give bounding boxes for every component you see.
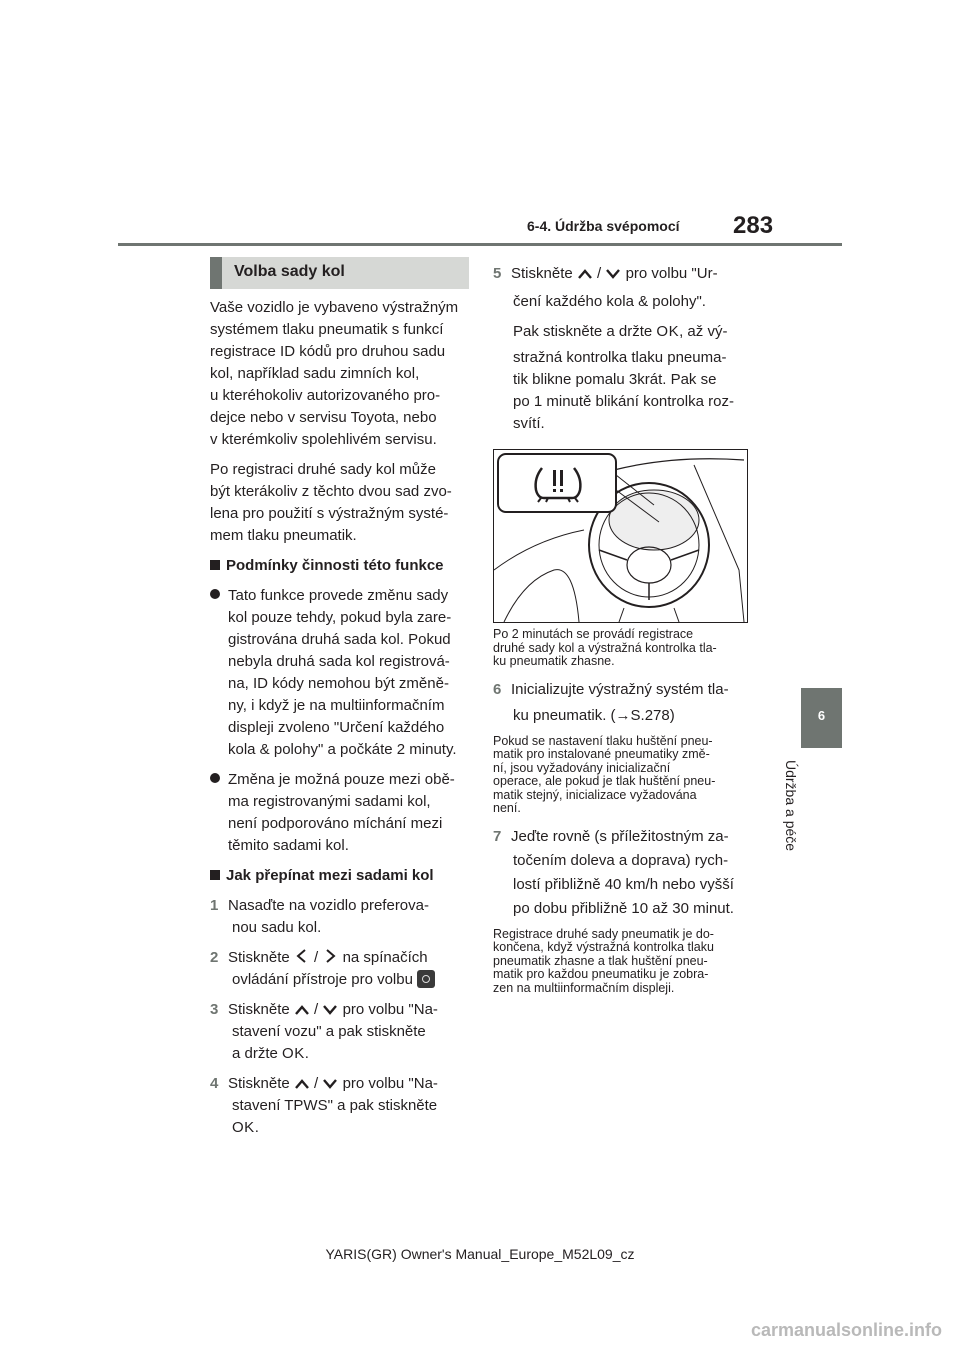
bullet-line: gistrována druhá sada kol. Pokud (228, 631, 451, 648)
para2-line: mem tlaku pneumatik. (210, 527, 357, 544)
step-text: . (304, 1045, 309, 1062)
step-text: pro volbu "Na- (342, 1001, 438, 1018)
step-text: Pak stiskněte a držte (513, 323, 653, 340)
step-line (210, 1117, 472, 1139)
step-line (210, 999, 472, 1021)
section-title: Volba sady kol (234, 263, 345, 280)
step-number: 6 (493, 680, 502, 698)
bullet-line: kola & polohy" a počkáte 2 minuty. (228, 741, 457, 758)
ok-button-symbol: OK (656, 323, 680, 340)
bullet-line (210, 769, 472, 791)
note (493, 928, 758, 996)
step-text: Stiskněte (228, 1075, 290, 1092)
intro-line: dejce nebo v servisu Toyota, nebo (210, 409, 437, 426)
slash-text: / (314, 1001, 319, 1018)
note-line: matik pro instalované pneumatiky změ- (493, 747, 710, 761)
subheading-conditions (210, 555, 472, 577)
chevron-down-icon (605, 268, 621, 280)
subheading-text: Jak přepínat mezi sadami kol (226, 867, 434, 884)
para2-line: lena pro použití s výstražným systé- (210, 505, 449, 522)
step-line: stavení TPWS" a pak stiskněte (232, 1097, 438, 1114)
intro-line: v kterémkoliv spolehlivém servisu. (210, 431, 437, 448)
right-column-bottom (493, 628, 758, 995)
chevron-up-icon (577, 268, 593, 280)
step-line (493, 321, 755, 343)
step-line (210, 1073, 472, 1095)
caption (493, 628, 758, 669)
chapter-number: 6 (817, 708, 826, 723)
note-line: není. (493, 801, 521, 815)
step-text: Stiskněte (228, 949, 290, 966)
bullet-line: není podporováno míchání mezi (228, 815, 443, 832)
section-label: 6-4. Údržba svépomocí (527, 218, 680, 234)
intro-line: systémem tlaku pneumatik s funkcí (210, 321, 444, 338)
bullet-line: ny, i když je na multiinformačním (228, 697, 445, 714)
note (493, 735, 758, 816)
left-column (210, 297, 472, 1139)
step-number: 5 (493, 265, 502, 282)
caption-line: druhé sady kol a výstražná kontrolka tla- (493, 640, 717, 655)
step-line (210, 969, 472, 991)
step-number: 7 (493, 827, 502, 845)
header-rule (118, 243, 842, 246)
square-bullet-icon (210, 870, 220, 880)
step-text: . (254, 1119, 259, 1136)
tpws-illustration (493, 449, 748, 623)
step-line (493, 826, 758, 848)
slash-text: / (314, 949, 319, 966)
bullet-line: na, ID kódy nemohou být změně- (228, 675, 449, 692)
settings-gear-icon (417, 970, 435, 988)
section-title-box (210, 257, 469, 289)
bullet-line (210, 585, 472, 607)
footer: YARIS(GR) Owner's Manual_Europe_M52L09_cz (325, 1246, 635, 1262)
intro-line: Vaše vozidlo je vybaveno výstražným (210, 299, 459, 316)
step-text: Nasaďte na vozidlo preferova- (228, 897, 429, 914)
chapter-tab (801, 688, 842, 748)
step-line: tik blikne pomalu 3krát. Pak se (513, 371, 717, 388)
step-text: a držte (232, 1045, 278, 1062)
bullet-text: Tato funkce provede změnu sady (228, 587, 449, 604)
subheading-switch (210, 865, 472, 887)
step-text: Inicializujte výstražný systém tla- (511, 680, 729, 698)
note-line: Registrace druhé sady pneumatik je do- (493, 926, 714, 941)
step-text: pro volbu "Na- (342, 1075, 438, 1092)
step-line: po dobu přibližně 10 až 30 minut. (513, 899, 734, 917)
ok-button-symbol: OK (232, 1119, 255, 1136)
bullet-icon (210, 773, 220, 783)
step-line: stavení vozu" a pak stiskněte (232, 1023, 426, 1040)
step-number: 1 (210, 897, 219, 914)
chevron-down-icon (322, 1004, 338, 1016)
step-text: Stiskněte (228, 1001, 290, 1018)
chevron-down-icon (322, 1078, 338, 1090)
step-line (210, 947, 472, 969)
para2-line: být kterákoliv z těchto dvou sad zvo- (210, 483, 452, 500)
note-line: matik stejný, inicializace vyžadována (493, 787, 697, 802)
note-line: Pokud se nastavení tlaku huštění pneu- (493, 733, 713, 748)
bullet-line: displeji zvoleno "Určení každého (228, 719, 445, 736)
step-line: stražná kontrolka tlaku pneuma- (513, 349, 727, 366)
intro-line: kol, například sadu zimních kol, (210, 365, 420, 382)
note-line: operace, ale pokud je tlak huštění pneu- (493, 774, 716, 788)
step-text: pro volbu "Ur- (625, 265, 718, 282)
ok-button-symbol: OK (282, 1045, 305, 1062)
step-number: 4 (210, 1075, 219, 1092)
chevron-right-icon (322, 948, 338, 964)
chapter-side-title (783, 760, 807, 870)
note-line: pneumatik zhasne a tlak huštění pneu- (493, 953, 708, 968)
note-line: matik pro každou pneumatiku je zobra- (493, 967, 709, 981)
note-line: zen na multiinformačním displeji. (493, 980, 675, 995)
bullet-text: Změna je možná pouze mezi obě- (228, 771, 455, 788)
step-text: , až vý- (679, 323, 728, 340)
step-line (210, 895, 472, 917)
para2-line: Po registraci druhé sady kol může (210, 461, 436, 478)
step-line (493, 263, 755, 285)
step-text: na spínačích (342, 949, 428, 966)
chevron-up-icon (294, 1078, 310, 1090)
caption-line: ku pneumatik zhasne. (493, 654, 615, 668)
step-line: po 1 minutě blikání kontrolka roz- (513, 393, 734, 410)
step-line: nou sadu kol. (232, 919, 322, 936)
slash-text: / (597, 265, 602, 282)
square-bullet-icon (210, 560, 220, 570)
step-line: lostí přibližně 40 km/h nebo vyšší (513, 875, 734, 893)
note-line: končena, když výstražná kontrolka tlaku (493, 940, 714, 954)
bullet-line: kol pouze tehdy, pokud byla zare- (228, 609, 452, 626)
step-text: Jeďte rovně (s příležitostným za- (511, 827, 729, 845)
page-number: 283 (733, 212, 774, 239)
steering-wheel-illustration (494, 450, 747, 622)
note-line: ní, jsou vyžadovány inicializační (493, 760, 671, 775)
slash-text: / (314, 1075, 319, 1092)
chapter-title: Údržba a péče (783, 760, 799, 852)
step-line (493, 679, 758, 701)
bullet-line: těmito sadami kol. (228, 837, 349, 854)
intro-line: u kteréhokoliv autorizovaného pro- (210, 387, 441, 404)
step-text: ovládání přístroje pro volbu (232, 971, 413, 988)
step-line: čení každého kola & polohy". (513, 293, 706, 310)
subheading-text: Podmínky činnosti této funkce (226, 557, 444, 574)
step-line: ku pneumatik. (→S.278) (513, 706, 675, 724)
step-number: 3 (210, 1001, 219, 1018)
step-line: točením doleva a doprava) rych- (513, 851, 729, 869)
bullet-line: nebyla druhá sada kol registrová- (228, 653, 450, 670)
step-line (210, 1043, 472, 1065)
watermark: carmanualsonline.info (750, 1320, 942, 1340)
chevron-up-icon (294, 1004, 310, 1016)
step-number: 2 (210, 949, 219, 966)
bullet-icon (210, 589, 220, 599)
intro-line: registrace ID kódů pro druhou sadu (210, 343, 446, 360)
step-line: svítí. (513, 415, 545, 432)
chevron-left-icon (294, 948, 310, 964)
caption-line: Po 2 minutách se provádí registrace (493, 627, 694, 641)
right-column-top (493, 263, 755, 435)
step-text: Stiskněte (511, 265, 573, 282)
bullet-line: ma registrovanými sadami kol, (228, 793, 431, 810)
